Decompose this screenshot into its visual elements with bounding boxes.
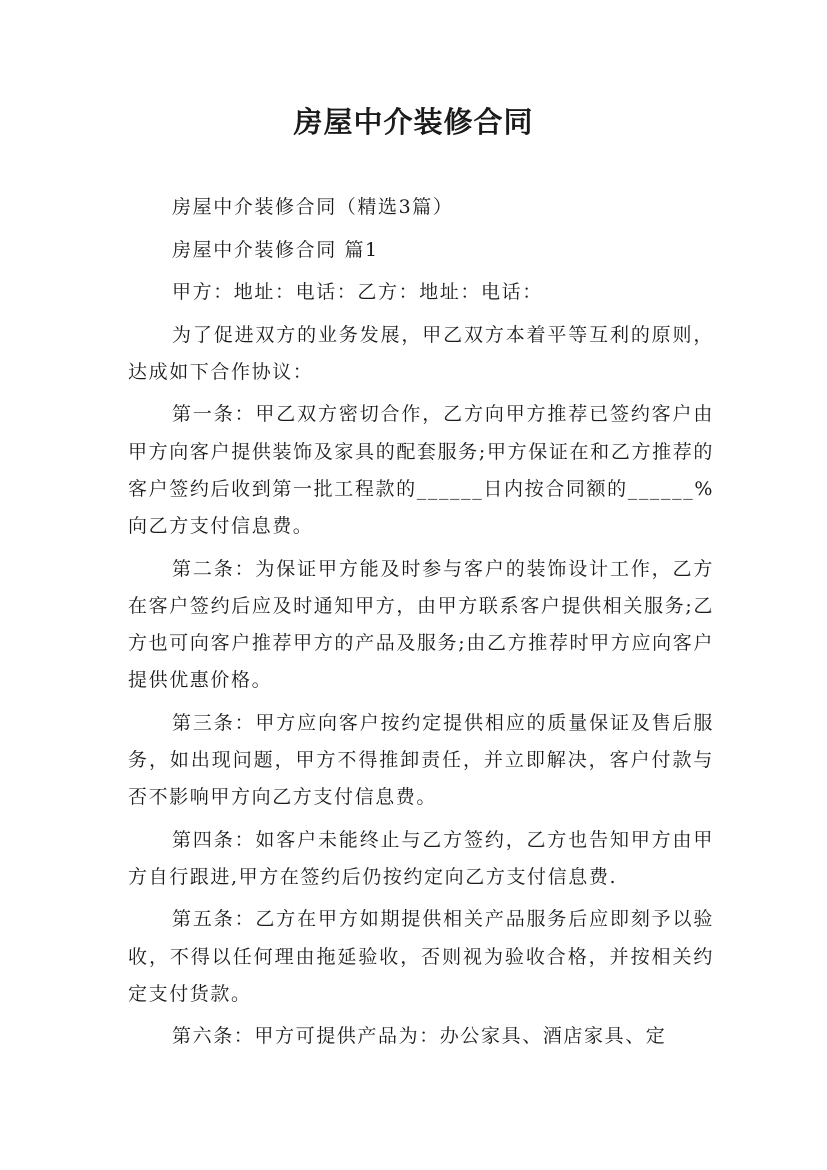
document-title: 房屋中介装修合同 (293, 105, 534, 139)
paragraph-subtitle: 房屋中介装修合同（精选3篇） (172, 196, 454, 218)
paragraph-article-5: 第五条：乙方在甲方如期提供相关产品服务后应即刻予以验收，不得以任何理由拖延验收，否则视为验收合格，并按相关约定支付货款。 (128, 908, 714, 1005)
paragraph-article-4: 第四条：如客户未能终止与乙方签约，乙方也告知甲方由甲方自行跟进,甲方在签约后仍按约定向乙方支付信息费. (128, 828, 714, 888)
paragraph-article-2: 第二条：为保证甲方能及时参与客户的装饰设计工作，乙方在客户签约后应及时通知甲方，由甲方联系客户提供相关服务;乙方也可向客户推荐甲方的产品及服务;由乙方推荐时甲方应向客户提供优惠价格。 (128, 557, 714, 692)
document-body (128, 189, 714, 1060)
paragraph-article-6: 第六条：甲方可提供产品为：办公家具、酒店家具、定 (172, 1025, 667, 1048)
paragraph-parties: 甲方：地址：电话：乙方：地址：电话： (172, 281, 543, 304)
paragraph-article-1: 第一条：甲乙双方密切合作，乙方向甲方推荐已签约客户由甲方向客户提供装饰及家具的配套服务;甲方保证在和乙方推荐的客户签约后收到第一批工程款的______日内按合同额的______%向乙方支付信息费。 (128, 403, 714, 538)
paragraph-section-heading: 房屋中介装修合同 篇1 (172, 238, 379, 261)
paragraph-article-3: 第三条：甲方应向客户按约定提供相应的质量保证及售后服务，如出现问题，甲方不得推卸责任，并立即解决，客户付款与否不影响甲方向乙方支付信息费。 (128, 711, 714, 809)
paragraph-preamble: 为了促进双方的业务发展，甲乙双方本着平等互利的原则，达成如下合作协议： (128, 323, 714, 384)
